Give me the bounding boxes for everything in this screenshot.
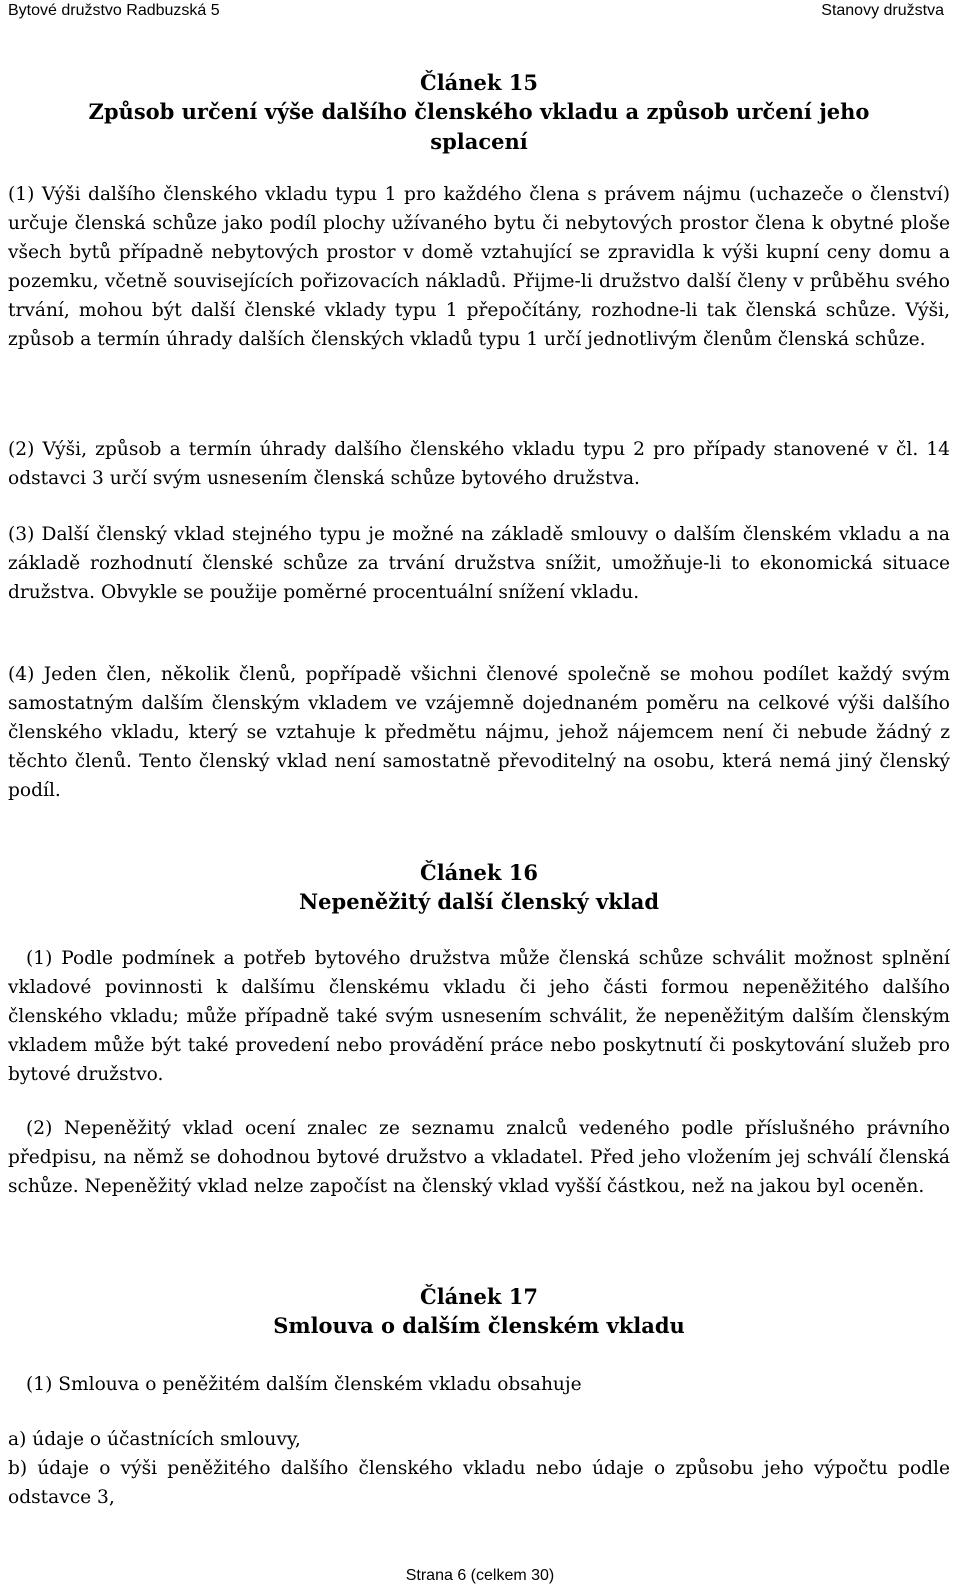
header-left: Bytové družstvo Radbuzská 5 xyxy=(8,2,220,19)
page-footer: Strana 6 (celkem 30) xyxy=(405,1567,555,1584)
article-15-paragraph-1: (1) Výši dalšího členského vkladu typu 1 pro každého člena s právem nájmu (uchazeče o členství) určuje členská schůze jako podíl plochy užívaného bytu či nebytových prostor člena k obytné ploše všech bytů případně nebytových prostor v domě vztahující se zpravidla k výši kupní ceny domu a pozemku, včetně souvisejících pořizovacích nákladů. Přijme-li družstvo další členy v průběhu svého trvání, mohou být další členské vklady typu 1 přepočítány, rozhodne-li tak členská schůze. Výši, způsob a termín úhrady dalších členských vkladů typu 1 určí jednotlivým členům členská schůze. xyxy=(8,184,950,350)
article-15-title: Způsob určení výše dalšího členského vkladu a způsob určení jeho splacení xyxy=(88,99,870,154)
article-15-paragraph-3: (3) Další členský vklad stejného typu je možné na základě smlouvy o dalším členském vkladu a na základě rozhodnutí členské schůze za trvání družstva snížit, umožňuje-li to ekonomická situace družstva. Obvykle se použije poměrné procentuální snížení vkladu. xyxy=(8,524,950,603)
article-15-paragraph-4: (4) Jeden člen, několik členů, popřípadě všichni členové společně se mohou podílet každý svým samostatným dalším členským vkladem ve vzájemně dojednaném poměru na celkové výši dalšího členského vkladu, který se vztahuje k předmětu nájmu, jehož nájemcem není či nebude žádný z těchto členů. Tento členský vklad není samostatně převoditelný na osobu, která nemá jiný členský podíl. xyxy=(8,664,950,801)
article-17-paragraph-1: (1) Smlouva o peněžitém dalším členském vkladu obsahuje xyxy=(26,1374,582,1395)
article-17-title: Smlouva o dalším členském vkladu xyxy=(273,1313,685,1338)
article-16-paragraph-1: (1) Podle podmínek a potřeb bytového družstva může členská schůze schválit možnost splnění vkladové povinnosti k dalšímu členskému vkladu či jeho části formou nepeněžitého dalšího členského vkladu; může případně také svým usnesením schválit, že nepeněžitým dalším členským vkladem může být také provedení nebo provádění práce nebo poskytnutí či poskytování služeb pro bytové družstvo. xyxy=(8,948,950,1085)
article-17-number: Článek 17 xyxy=(419,1284,538,1309)
header-right: Stanovy družstva xyxy=(821,2,944,19)
article-16-paragraph-2: (2) Nepeněžitý vklad ocení znalec ze seznamu znalců vedeného podle příslušného právního předpisu, na němž se dohodnou bytové družstvo a vkladatel. Před jeho vložením jej schválí členská schůze. Nepeněžitý vklad nelze započíst na členský vklad vyšší částkou, než na jakou byl oceněn. xyxy=(8,1118,950,1197)
article-15-paragraph-2: (2) Výši, způsob a termín úhrady dalšího členského vkladu typu 2 pro případy stanovené v čl. 14 odstavci 3 určí svým usnesením členská schůze bytového družstva. xyxy=(8,439,950,489)
article-17-item-a: a) údaje o účastnících smlouvy, xyxy=(8,1429,301,1450)
page-header xyxy=(0,0,960,28)
article-16-title: Nepeněžitý další členský vklad xyxy=(298,889,660,914)
article-16-number: Článek 16 xyxy=(419,860,538,885)
article-15-number: Článek 15 xyxy=(419,70,538,95)
article-17-item-b: b) údaje o výši peněžitého dalšího členského vkladu nebo údaje o způsobu jeho výpočtu podle odstavce 3, xyxy=(8,1458,950,1508)
